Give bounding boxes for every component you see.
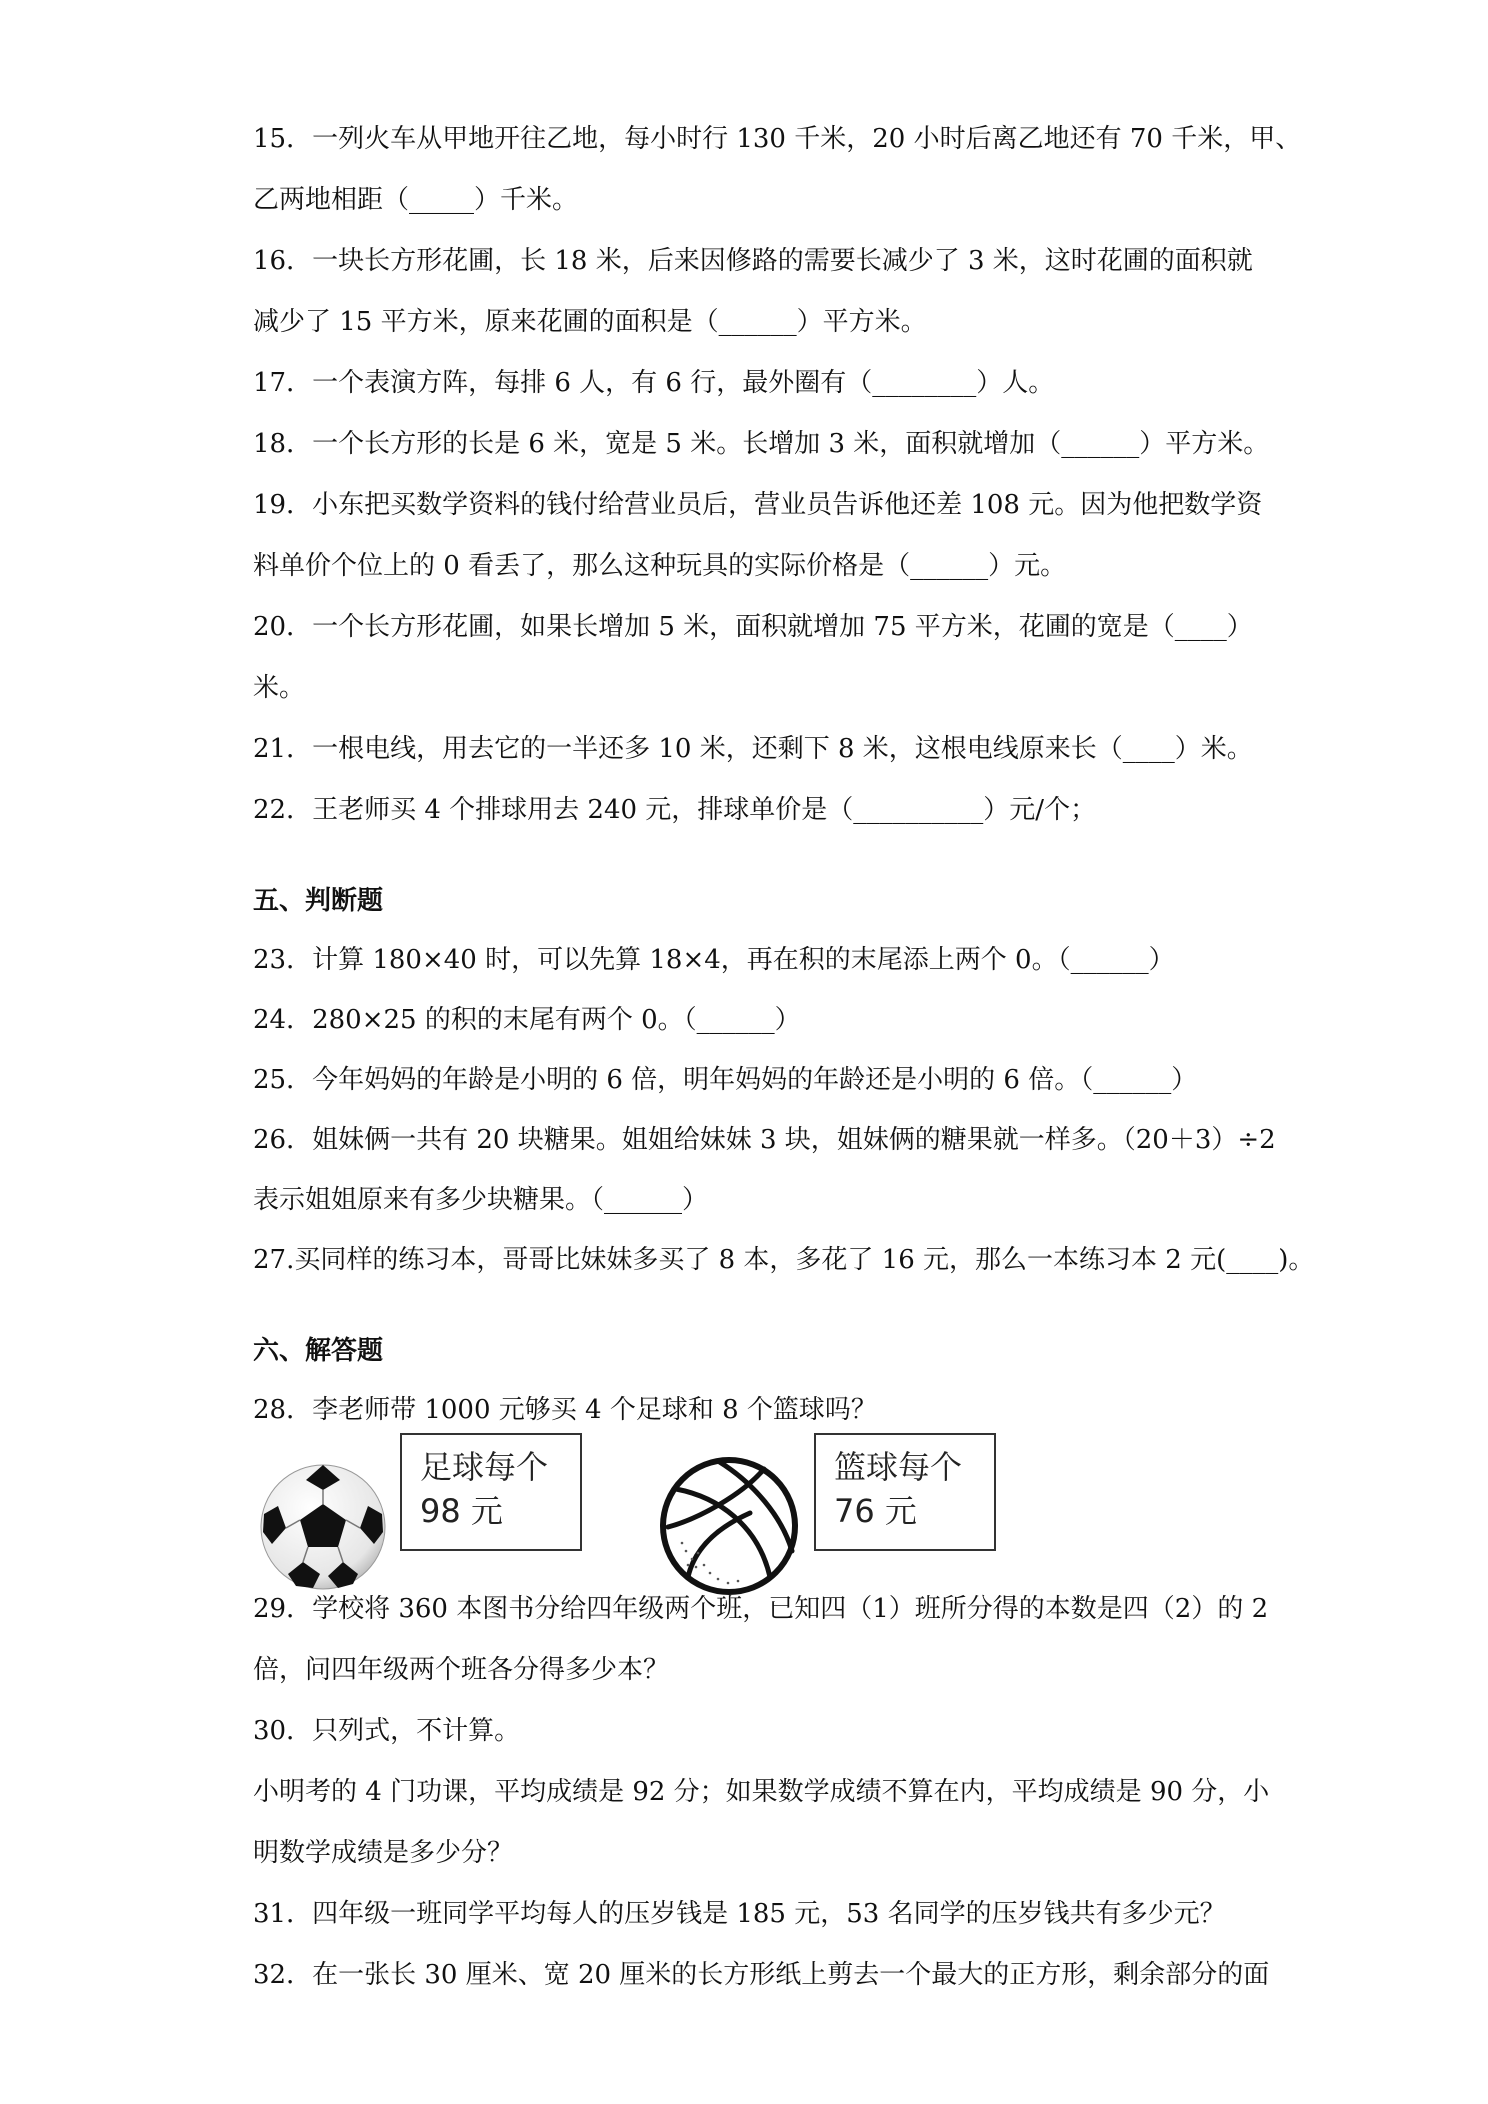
q30-line: 30．只列式，不计算。 (253, 1716, 521, 1746)
q29-line2: 倍，问四年级两个班各分得多少本？ (253, 1655, 670, 1685)
football-icon (258, 1462, 388, 1592)
q30-body-line2: 明数学成绩是多少分？ (253, 1838, 514, 1868)
basketball-price-label: 篮球每个 (834, 1448, 963, 1486)
basketball-price-box (814, 1433, 996, 1551)
q32-line: 32．在一张长 30 厘米、宽 20 厘米的长方形纸上剪去一个最大的正方形，剩余部分的面 (253, 1960, 1270, 1990)
q26-line1: 26．姐妹俩一共有 20 块糖果。姐姐给妹妹 3 块，姐妹俩的糖果就一样多。（20＋3）÷2 (253, 1125, 1276, 1155)
q20-line2: 米。 (253, 673, 306, 703)
q15-line1: 15．一列火车从甲地开往乙地，每小时行 130 千米，20 小时后离乙地还有 70 千米，甲、 (253, 124, 1302, 154)
football-price-label: 足球每个 (420, 1448, 549, 1486)
q16-line1: 16．一块长方形花圃，长 18 米，后来因修路的需要长减少了 3 米，这时花圃的面积就 (253, 246, 1253, 276)
q30-body-line1: 小明考的 4 门功课，平均成绩是 92 分；如果数学成绩不算在内，平均成绩是 90 分，小 (253, 1777, 1270, 1807)
q17-line: 17．一个表演方阵，每排 6 人，有 6 行，最外圈有（________）人。 (253, 368, 1055, 398)
q26-line2: 表示姐姐原来有多少块糖果。（______） (253, 1185, 709, 1215)
q25-line: 25．今年妈妈的年龄是小明的 6 倍，明年妈妈的年龄还是小明的 6 倍。（______） (253, 1065, 1198, 1095)
q28-line: 28．李老师带 1000 元够买 4 个足球和 8 个篮球吗？ (253, 1395, 877, 1425)
q15-line2: 乙两地相距（_____）千米。 (253, 185, 579, 215)
q20-line1: 20．一个长方形花圃，如果长增加 5 米，面积就增加 75 平方米，花圃的宽是（____） (253, 612, 1253, 642)
q31-line: 31．四年级一班同学平均每人的压岁钱是 185 元，53 名同学的压岁钱共有多少元？ (253, 1899, 1226, 1929)
q21-line: 21．一根电线，用去它的一半还多 10 米，还剩下 8 米，这根电线原来长（____）米。 (253, 734, 1253, 764)
q24-line: 24．280×25 的积的末尾有两个 0。（______） (253, 1005, 801, 1035)
q19-line1: 19．小东把买数学资料的钱付给营业员后，营业员告诉他还差 108 元。因为他把数学资 (253, 490, 1263, 520)
basketball-price-value: 76 元 (834, 1492, 917, 1530)
q23-line: 23．计算 180×40 时，可以先算 18×4，再在积的末尾添上两个 0。（______） (253, 945, 1175, 975)
section6-title: 六、解答题 (253, 1336, 384, 1366)
football-price-box (400, 1433, 582, 1551)
q16-line2: 减少了 15 平方米，原来花圃的面积是（______）平方米。 (253, 307, 927, 337)
q18-line: 18．一个长方形的长是 6 米，宽是 5 米。长增加 3 米，面积就增加（______）平方米。 (253, 429, 1270, 459)
football-price-value: 98 元 (420, 1492, 503, 1530)
q22-line: 22．王老师买 4 个排球用去 240 元，排球单价是（__________）元/个； (253, 795, 1097, 825)
q29-line1: 29．学校将 360 本图书分给四年级两个班，已知四（1）班所分得的本数是四（2）的 2 (253, 1594, 1269, 1624)
q27-line: 27.买同样的练习本，哥哥比妹妹多买了 8 本，多花了 16 元，那么一本练习本 2 元(____)。 (253, 1245, 1315, 1275)
basketball-icon (658, 1455, 800, 1597)
q19-line2: 料单价个位上的 0 看丢了，那么这种玩具的实际价格是（______）元。 (253, 551, 1067, 581)
section5-title: 五、判断题 (253, 886, 384, 916)
